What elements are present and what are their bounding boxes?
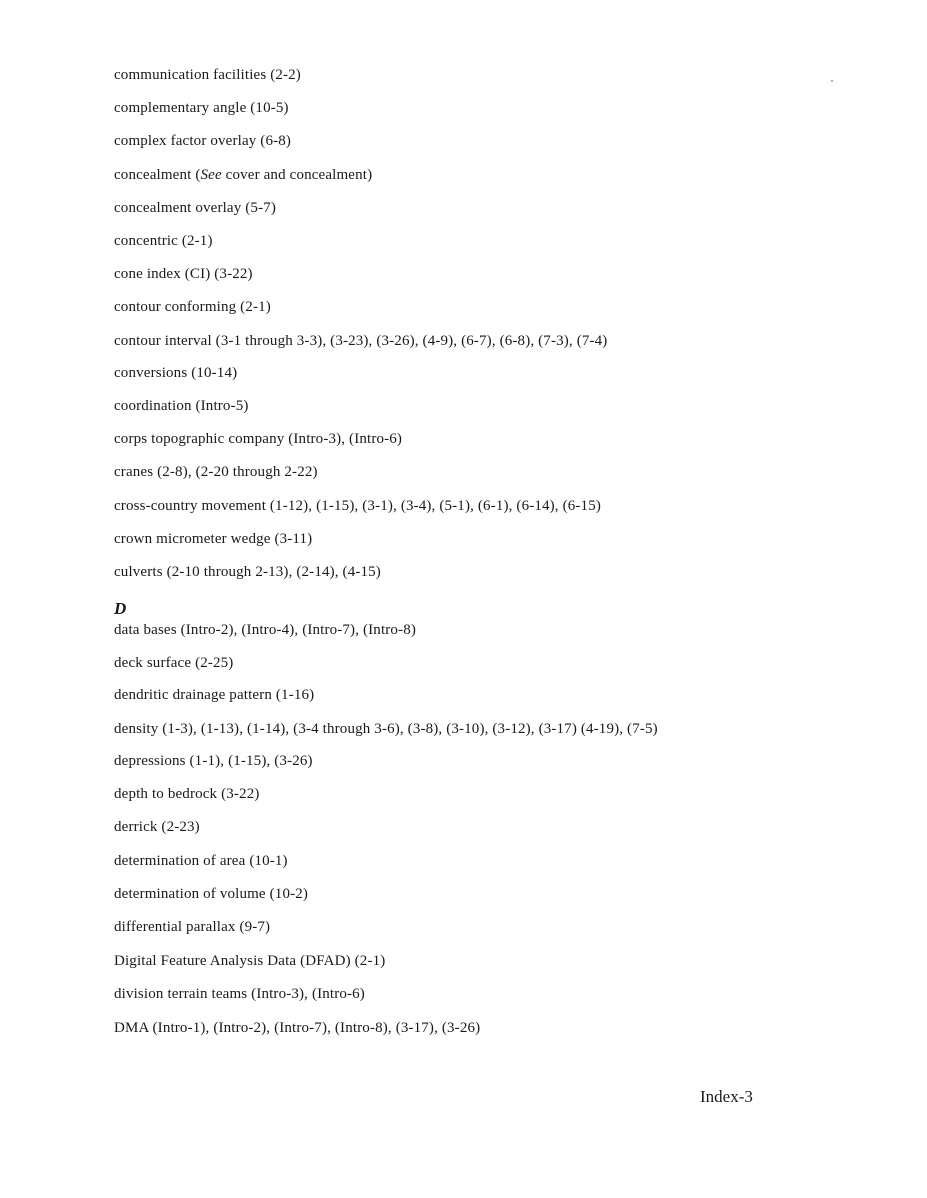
index-entry: depth to bedrock (3-22) [114,786,260,802]
index-entry: DMA (Intro-1), (Intro-2), (Intro-7), (Intro-8), (3-17), (3-26) [114,1020,481,1036]
index-entry: depressions (1-1), (1-15), (3-26) [114,753,313,769]
entry-text: cover and concealment) [221,167,373,183]
entry-text: concealment ( [114,167,201,183]
index-entry: complementary angle (10-5) [114,100,289,116]
index-entry: differential parallax (9-7) [114,919,271,935]
index-entry: data bases (Intro-2), (Intro-4), (Intro-7), (Intro-8) [114,622,416,638]
index-entry: determination of area (10-1) [114,853,288,869]
index-entry: concentric (2-1) [114,233,213,249]
index-entry: dendritic drainage pattern (1-16) [114,687,315,703]
section-letter-heading: D [114,599,127,618]
index-entry: cross-country movement (1-12), (1-15), (3-1), (3-4), (5-1), (6-1), (6-14), (6-15) [114,498,601,514]
index-entry: conversions (10-14) [114,365,238,381]
index-entry: density (1-3), (1-13), (1-14), (3-4 through 3-6), (3-8), (3-10), (3-12), (3-17) (4-19), (7-5) [114,721,658,737]
index-entry: complex factor overlay (6-8) [114,133,292,149]
index-entry-concealment [114,166,372,184]
index-entry: Digital Feature Analysis Data (DFAD) (2-1) [114,953,386,969]
index-entry: contour conforming (2-1) [114,299,271,315]
scan-speck [831,80,833,82]
index-entry: deck surface (2-25) [114,655,234,671]
index-entry: corps topographic company (Intro-3), (Intro-6) [114,431,403,447]
index-entry: communication facilities (2-2) [114,67,301,83]
index-entry: crown micrometer wedge (3-11) [114,531,313,547]
see-reference: See [200,167,222,183]
index-entry: concealment overlay (5-7) [114,200,277,216]
index-entry: coordination (Intro-5) [114,398,249,414]
index-entry: culverts (2-10 through 2-13), (2-14), (4-15) [114,564,381,580]
page-number: Index-3 [700,1087,753,1106]
index-entry: cone index (CI) (3-22) [114,266,253,282]
index-entry: division terrain teams (Intro-3), (Intro-6) [114,986,365,1002]
index-entry: determination of volume (10-2) [114,886,309,902]
index-entry: contour interval (3-1 through 3-3), (3-23), (3-26), (4-9), (6-7), (6-8), (7-3), (7-4) [114,333,608,349]
index-entry: derrick (2-23) [114,819,200,835]
index-entry: cranes (2-8), (2-20 through 2-22) [114,464,318,480]
